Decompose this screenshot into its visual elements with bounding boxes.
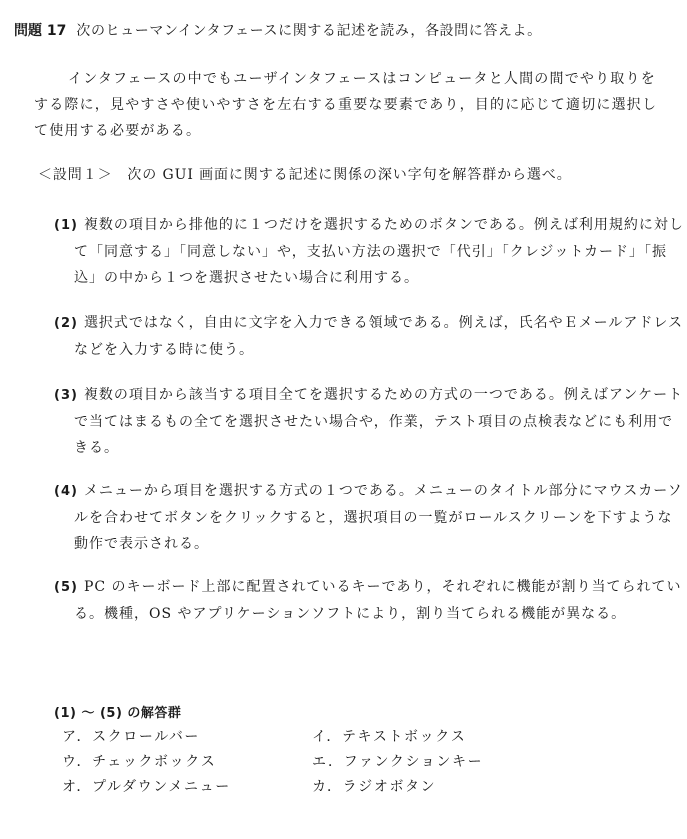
item-number: (1): [54, 218, 78, 233]
question-header: [14, 20, 542, 40]
question-number: 問題 17: [14, 23, 67, 39]
question-title: 次のヒューマンインタフェースに関する記述を読み，各設問に答えよ。: [76, 23, 542, 39]
item-5: [54, 574, 684, 627]
item-number: (4): [54, 484, 78, 499]
item-4: [54, 478, 684, 557]
item-text: メニューから項目を選択する方式の１つである。メニューのタイトル部分にマウスカーソルを合わせてボタンをクリックすると，選択項目の一覧がロールスクリーンを下すような動作で表示される。: [74, 483, 683, 552]
answer-group: [62, 726, 522, 798]
item-text: 選択式ではなく，自由に文字を入力できる領域である。例えば，氏名やＥメールアドレスなどを入力する時に使う。: [74, 315, 683, 358]
answer-option-o: オ．プルダウンメニュー: [62, 779, 231, 795]
intro-paragraph: インタフェースの中でもユーザインタフェースはコンピュータと人間の間でやり取りをする際に，見やすさや使いやすさを左右する重要な要素であり，目的に応じて適切に選択して使用する必要がある。: [34, 71, 658, 139]
item-number: (5): [54, 580, 78, 595]
answer-option-ka: カ．ラジオボタン: [312, 779, 437, 795]
item-number: (3): [54, 388, 78, 403]
answer-option-e: エ．ファンクションキー: [312, 754, 484, 770]
item-1: [54, 212, 684, 291]
item-text: PC のキーボード上部に配置されているキーであり，それぞれに機能が割り当てられている。機種，OS やアプリケーションソフトにより，割り当てられる機能が異なる。: [74, 579, 682, 622]
item-text: 複数の項目から排他的に１つだけを選択するためのボタンである。例えば利用規約に対して「同意する」「同意しない」や，支払い方法の選択で「代引」「クレジットカード」「振込」の中から１つを選択させたい場合に利用する。: [74, 217, 684, 286]
answer-group-heading: (1) ～ (5) の解答群: [54, 706, 182, 721]
answer-option-a: ア．スクロールバー: [62, 729, 201, 745]
item-number: (2): [54, 316, 78, 331]
item-2: [54, 310, 684, 363]
item-text: 複数の項目から該当する項目全てを選択するための方式の一つである。例えばアンケートで当てはまるもの全てを選択させたい場合や，作業，テスト項目の点検表などにも利用できる。: [74, 387, 684, 456]
item-3: [54, 382, 684, 461]
answer-option-i: イ．テキストボックス: [312, 729, 467, 745]
subquestion-1-prompt: ＜設問１＞ 次の GUI 画面に関する記述に関係の深い字句を解答群から選べ。: [38, 167, 572, 183]
answer-option-u: ウ．チェックボックス: [62, 754, 217, 770]
